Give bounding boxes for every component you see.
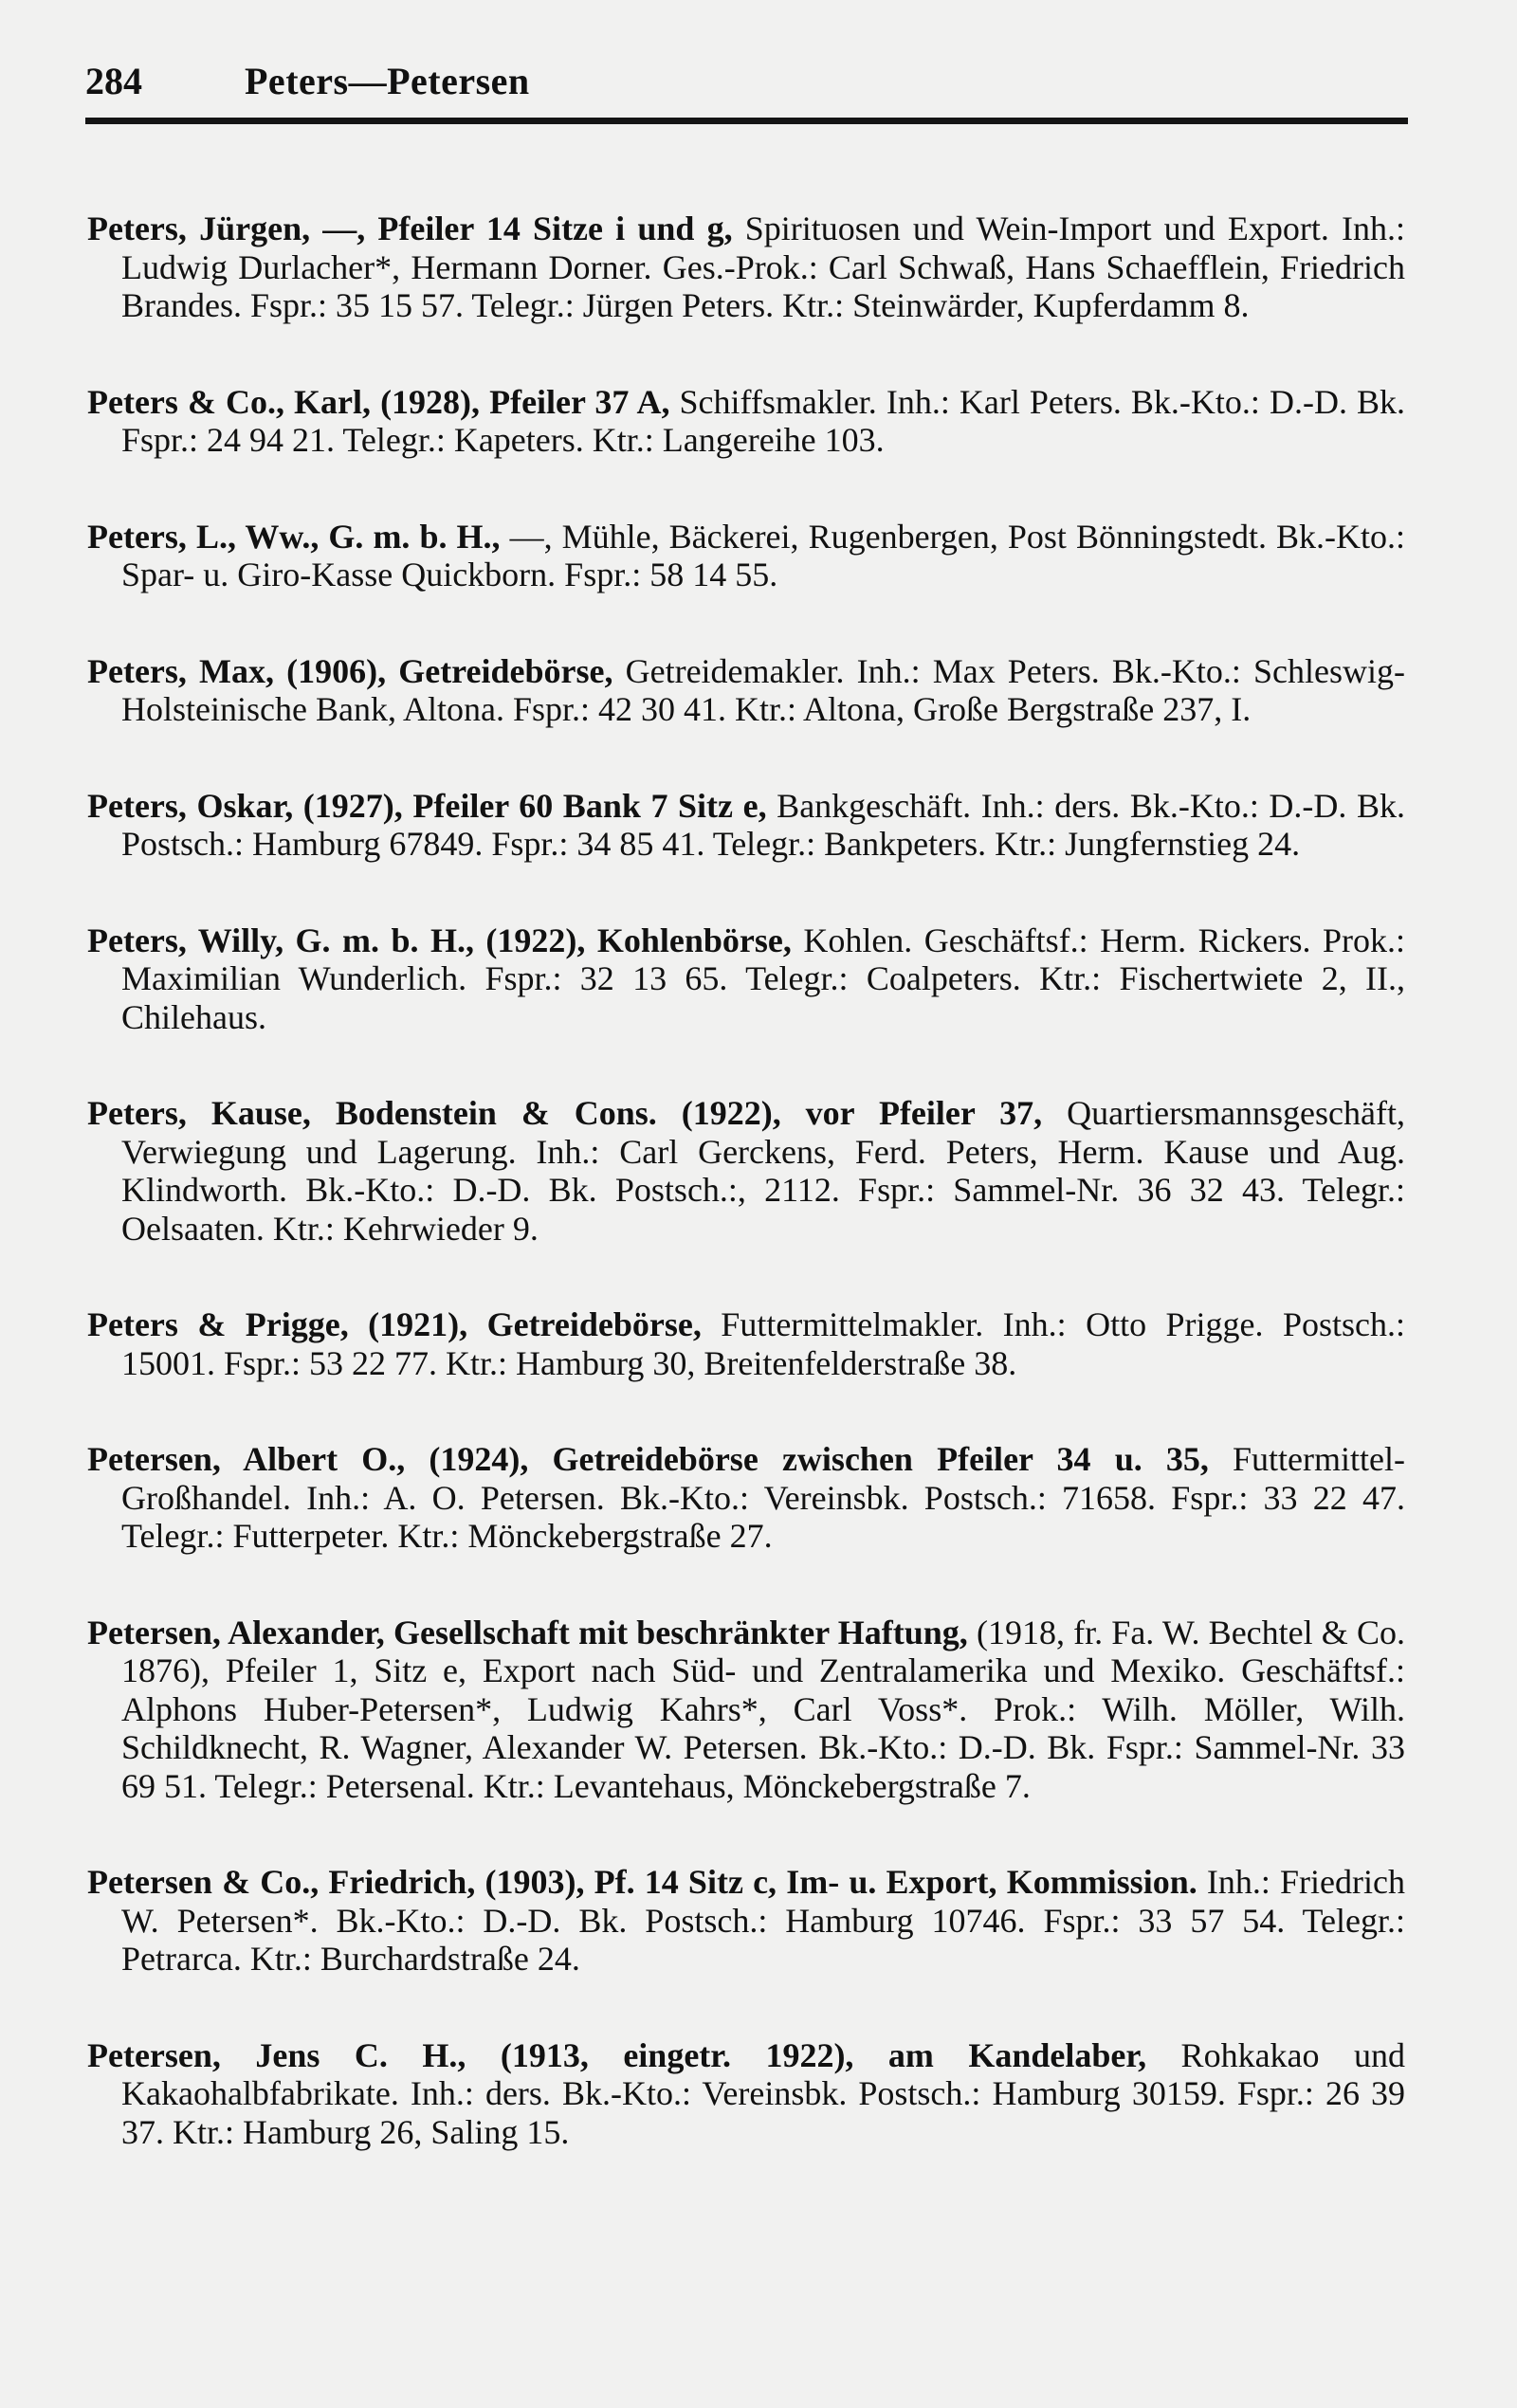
entry-location: (1928), Pfeiler 37 A, xyxy=(371,382,670,421)
directory-entry xyxy=(87,210,1405,325)
directory-entry xyxy=(87,787,1405,864)
entry-name: Peters, Kause, Bodenstein & Cons. xyxy=(87,1094,657,1132)
entry-list xyxy=(87,175,1405,2151)
entry-name: Petersen, Jens C. H., xyxy=(87,2035,466,2074)
entry-details: Rohkakao und Kakaohalbfabrikate. Inh.: ders. Bk.-Kto.: Vereinsbk. Postsch.: Hamburg 30159. Fspr.: 26 39 37. Ktr.: Hamburg 26, Saling 15. xyxy=(121,2035,1406,2151)
entry-details: Getreidemakler. Inh.: Max Peters. Bk.-Kto.: Schleswig-Holsteinische Bank, Altona. Fspr.: 42 30 41. Ktr.: Altona, Große Bergstraße 237, I. xyxy=(121,651,1405,728)
page-header xyxy=(85,59,1408,103)
entry-name: Petersen & Co., Friedrich, xyxy=(87,1863,476,1901)
entry-name: Peters, Oskar, xyxy=(87,786,294,825)
entry-location: (1921), Getreidebörse, xyxy=(348,1305,702,1343)
directory-entry xyxy=(87,2036,1405,2152)
entry-location: —, Pfeiler 14 Sitze i und g, xyxy=(310,210,733,247)
entry-location: (1906), Getreidebörse, xyxy=(274,651,613,690)
header-rule xyxy=(85,118,1408,124)
directory-entry xyxy=(87,1440,1405,1556)
directory-entry xyxy=(87,1305,1405,1382)
entry-name: Peters & Prigge, xyxy=(87,1305,349,1343)
entry-name: Petersen, Alexander, Gesellschaft mit beschränkter Haftung, xyxy=(87,1613,968,1651)
page-number: 284 xyxy=(85,60,142,102)
entry-name: Peters, Jürgen, xyxy=(87,210,311,247)
entry-location: (1913, eingetr. 1922), am Kandelaber, xyxy=(466,2035,1147,2074)
entry-name: Peters, Willy, G. m. b. H., xyxy=(87,921,474,959)
entry-details: Bankgeschäft. Inh.: ders. Bk.-Kto.: D.-D. Bk. Postsch.: Hamburg 67849. Fspr.: 34 85 41. Telegr.: Bankpeters. Ktr.: Jungfernstieg 24. xyxy=(121,786,1405,863)
directory-entry xyxy=(87,383,1405,460)
directory-entry xyxy=(87,518,1405,594)
entry-location: (1903), Pf. 14 Sitz c, Im- u. Export, Kommission. xyxy=(475,1863,1197,1901)
directory-entry xyxy=(87,652,1405,729)
entry-details: Futtermittel-Großhandel. Inh.: A. O. Petersen. Bk.-Kto.: Vereinsbk. Postsch.: 71658. Fspr.: 33 22 47. Telegr.: Futterpeter. Ktr.: Mönckebergstraße 27. xyxy=(121,1440,1406,1555)
entry-details: Inh.: Friedrich W. Petersen*. Bk.-Kto.: D.-D. Bk. Postsch.: Hamburg 10746. Fspr.: 33 57 54. Telegr.: Petrarca. Ktr.: Burchardstraße 24. xyxy=(121,1863,1405,1978)
entry-details: —, Mühle, Bäckerei, Rugenbergen, Post Bönningstedt. Bk.-Kto.: Spar- u. Giro-Kasse Quickborn. Fspr.: 58 14 55. xyxy=(121,517,1406,593)
entry-location: (1922), Kohlenbörse, xyxy=(473,921,792,959)
entry-details: (1918, fr. Fa. W. Bechtel & Co. 1876), Pfeiler 1, Sitz e, Export nach Süd- und Zentralamerika und Mexiko. Geschäftsf.: Alphons Huber-Petersen*, Ludwig Kahrs*, Carl Voss*. Prok.: Wilh. Möller, Wilh. Schildknecht, R. Wagner, Alexander W. Petersen. Bk.-Kto.: D.-D. Bk. Fspr.: Sammel-Nr. 33 69 51. Telegr.: Petersenal. Ktr.: Levantehaus, Mönckebergstraße 7. xyxy=(121,1613,1406,1805)
entry-location: (1927), Pfeiler 60 Bank 7 Sitz e, xyxy=(293,786,767,825)
entry-details: Futtermittelmakler. Inh.: Otto Prigge. Postsch.: 15001. Fspr.: 53 22 77. Ktr.: Hamburg 30, Breitenfelderstraße 38. xyxy=(121,1305,1405,1382)
entry-location: (1924), Getreidebörse zwischen Pfeiler 34 u. 35, xyxy=(405,1440,1209,1478)
entry-name: Peters, L., Ww., G. m. b. H., xyxy=(87,517,501,556)
entry-name: Petersen, Albert O., xyxy=(87,1440,406,1478)
entry-details: Kohlen. Geschäftsf.: Herm. Rickers. Prok.: Maximilian Wunderlich. Fspr.: 32 13 65. Telegr.: Coalpeters. Ktr.: Fischertwiete 2, II., Chilehaus. xyxy=(121,921,1406,1036)
entry-name: Peters & Co., Karl, xyxy=(87,382,372,421)
entry-name: Peters, Max, xyxy=(87,651,275,690)
directory-entry xyxy=(87,1863,1405,1979)
directory-entry xyxy=(87,1094,1405,1248)
entry-details: Spirituosen und Wein-Import und Export. Inh.: Ludwig Durlacher*, Hermann Dorner. Ges.-Prok.: Carl Schwaß, Hans Schaefflein, Friedrich Brandes. Fspr.: 35 15 57. Telegr.: Jürgen Peters. Ktr.: Steinwärder, Kupferdamm 8. xyxy=(121,210,1405,324)
entry-location: (1922), vor Pfeiler 37, xyxy=(656,1094,1043,1132)
entry-details: Schiffsmakler. Inh.: Karl Peters. Bk.-Kto.: D.-D. Bk. Fspr.: 24 94 21. Telegr.: Kapeters. Ktr.: Langereihe 103. xyxy=(121,382,1406,459)
directory-entry xyxy=(87,1614,1405,1806)
entry-details: Quartiersmannsgeschäft, Verwiegung und Lagerung. Inh.: Carl Gerckens, Ferd. Peters, Herm. Kause und Aug. Klindworth. Bk.-Kto.: D.-D. Bk. Postsch.:, 2112. Fspr.: Sammel-Nr. 36 32 43. Telegr.: Oelsaaten. Ktr.: Kehrwieder 9. xyxy=(121,1094,1405,1248)
running-head: Peters—Petersen xyxy=(245,60,530,102)
directory-entry xyxy=(87,921,1405,1037)
